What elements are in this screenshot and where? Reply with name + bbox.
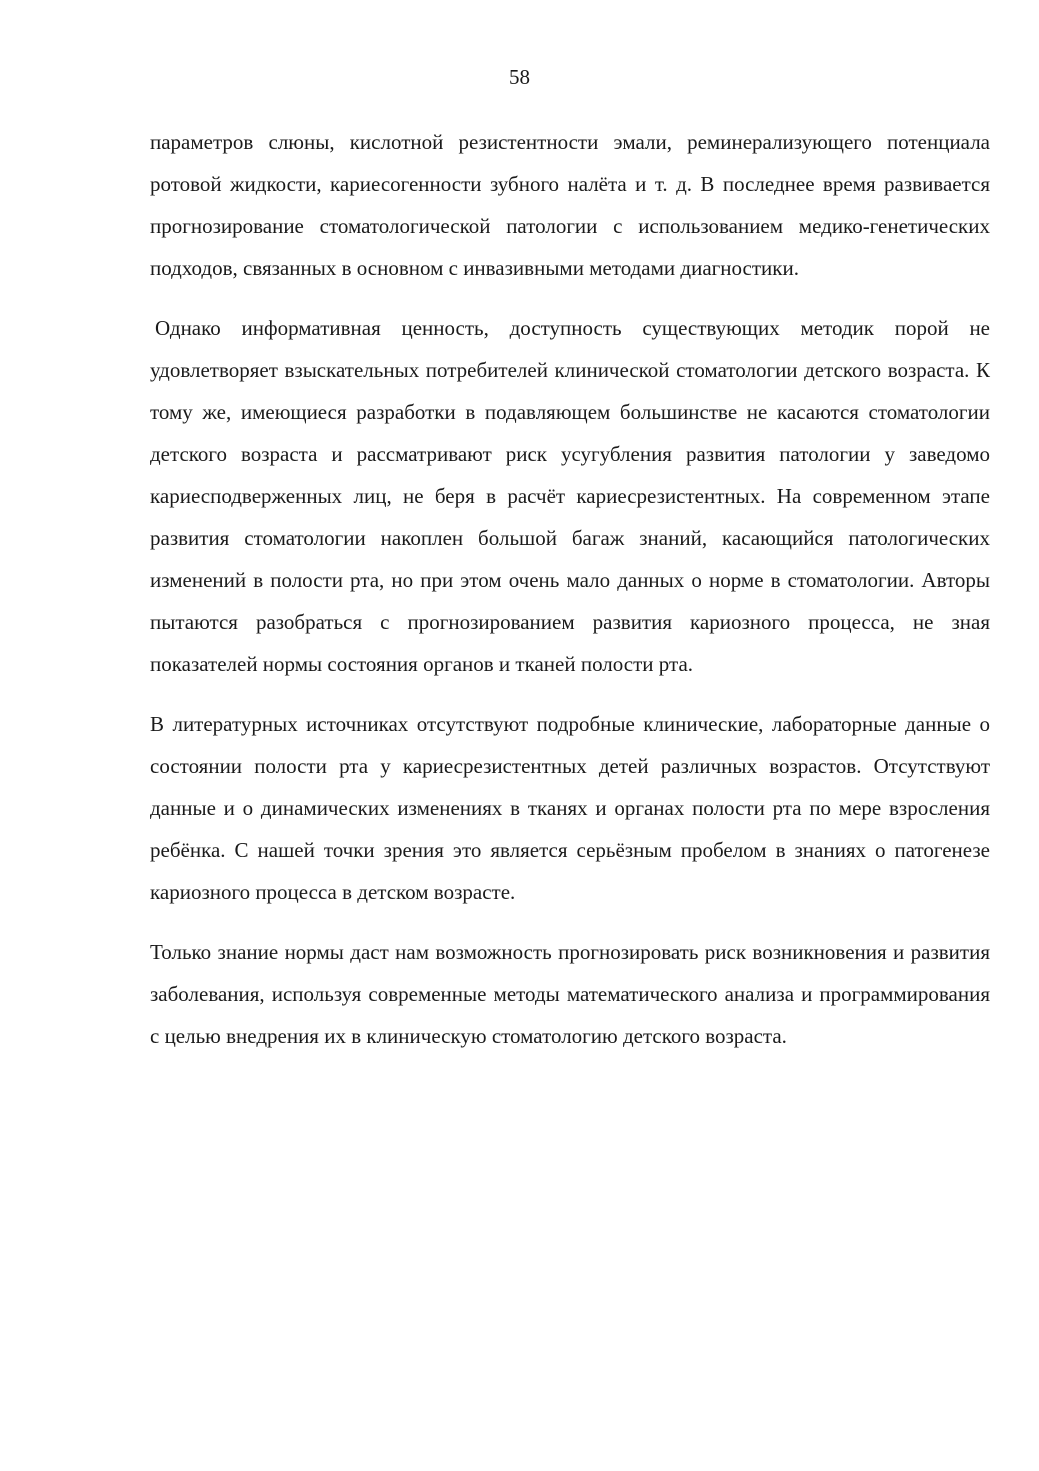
paragraph-1: параметров слюны, кислотной резистентности эмали, реминерализующего потенциала ротовой жидкости, кариесогенности зубного налёта и т. д. В последнее время развивается прогнозирование стоматологической патологии с использованием медико-генетических подходов, связанных в основном с инвазивными методами диагностики. (150, 130, 990, 280)
paragraph-2: Однако информативная ценность, доступность существующих методик порой не удовлетворяет взыскательных потребителей клинической стоматологии детского возраста. К тому же, имеющиеся разработки в подавляющем большинстве не касаются стоматологии детского возраста и рассматривают риск усугубления развития патологии у заведомо кариесподверженных лиц, не беря в расчёт кариесрезистентных. На современном этапе развития стоматологии накоплен большой багаж знаний, касающийся патологических изменений в полости рта, но при этом очень мало данных о норме в стоматологии. Авторы пытаются разобраться с прогнозированием развития кариозного процесса, не зная показателей нормы состояния органов и тканей полости рта. (150, 316, 990, 676)
page-number: 58 (509, 65, 530, 89)
paragraph-4: Только знание нормы даст нам возможность прогнозировать риск возникновения и развития заболевания, используя современные методы математического анализа и программирования с целью внедрения их в клиническую стоматологию детского возраста. (150, 940, 990, 1048)
body-text (150, 121, 990, 1057)
paragraph-3: В литературных источниках отсутствуют подробные клинические, лабораторные данные о состоянии полости рта у кариесрезистентных детей различных возрастов. Отсутствуют данные и о динамических изменениях в тканях и органах полости рта по мере взросления ребёнка. С нашей точки зрения это является серьёзным пробелом в знаниях о патогенезе кариозного процесса в детском возрасте. (150, 712, 990, 904)
